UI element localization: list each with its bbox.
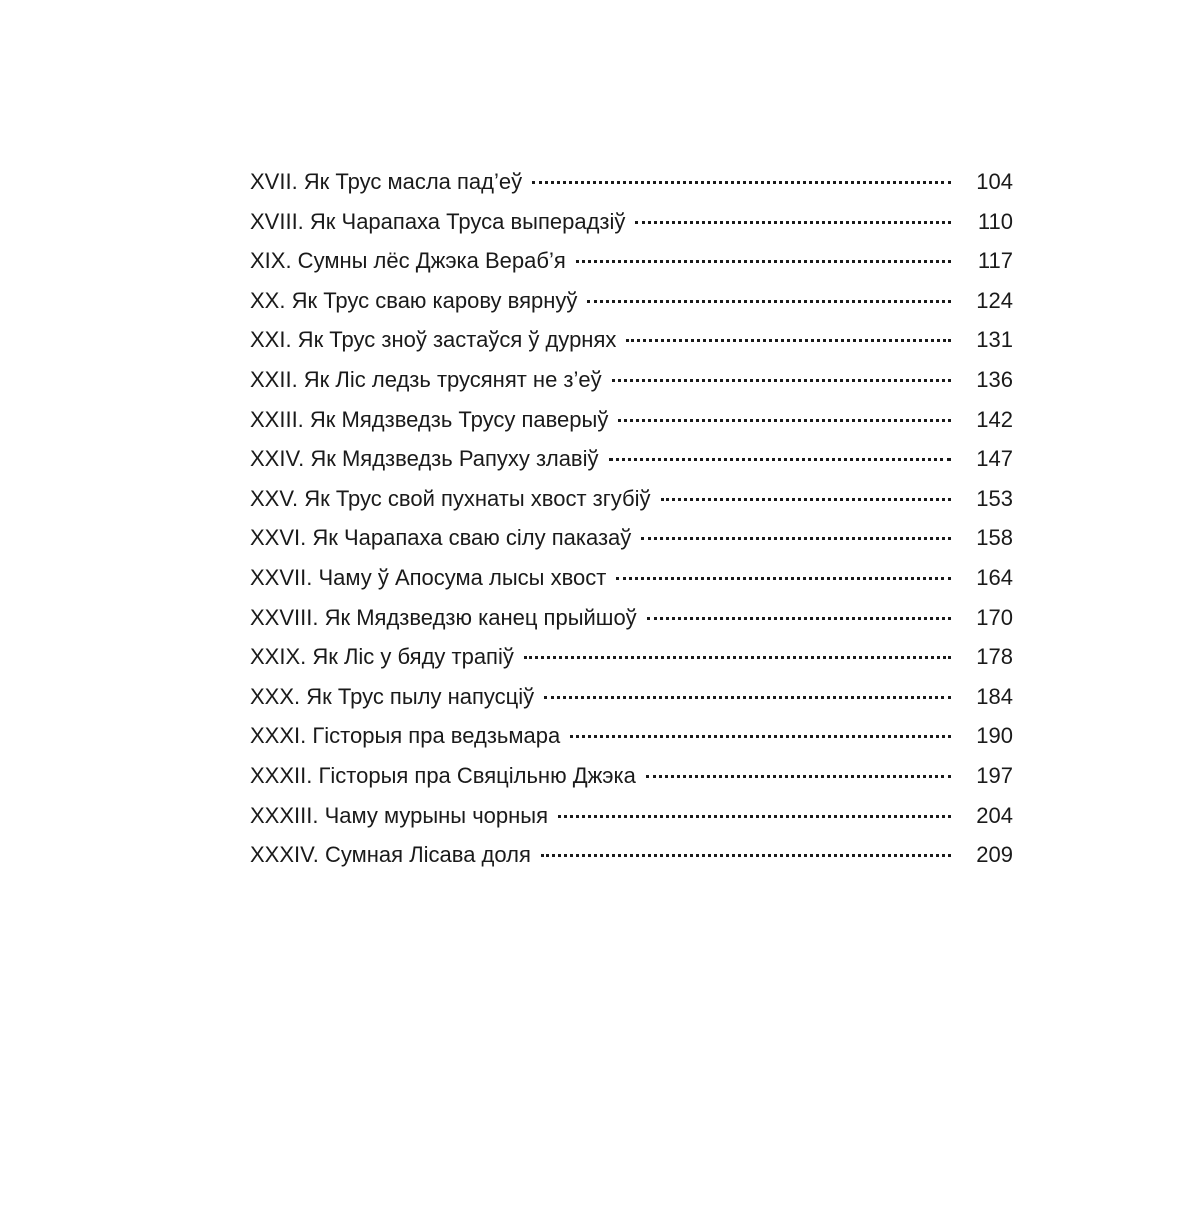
toc-entry [250,598,1013,638]
toc-entry [250,479,1013,519]
toc-entry [250,241,1013,281]
dot-leader [646,773,951,778]
dot-leader [570,733,951,738]
toc-entry-title: XX. Як Трус сваю карову вярнуў [250,281,581,321]
toc-entry-page: 147 [976,446,1013,472]
toc-entry-title: XXXII. Гісторыя пра Свяцільню Джэка [250,756,640,796]
toc-entry-title: XXXIV. Сумная Лісава доля [250,835,535,875]
dot-leader [618,417,951,422]
table-of-contents [250,162,1013,875]
toc-entry-title: XXI. Як Трус зноў застаўся ў дурнях [250,320,620,360]
dot-leader [541,852,951,857]
dot-leader [641,535,951,540]
toc-entry [250,320,1013,360]
toc-entry-title: XXIX. Як Ліс у бяду трапіў [250,637,518,677]
toc-entry-page: 117 [977,248,1013,274]
dot-leader [616,575,951,580]
toc-entry-title: XVIII. Як Чарапаха Труса выперадзіў [250,202,629,242]
toc-entry-title: XXV. Як Трус свой пухнаты хвост згубіў [250,479,655,519]
toc-entry-page: 204 [976,802,1013,828]
toc-entry-page: 184 [976,683,1013,709]
toc-entry-title: XVII. Як Трус масла пад’еў [250,162,526,202]
toc-entry [250,162,1013,202]
toc-entry-page: 170 [976,604,1013,630]
toc-entry-page: 131 [976,327,1013,353]
toc-entry [250,281,1013,321]
toc-entry [250,756,1013,796]
toc-entry [250,835,1013,875]
toc-entry-title: XXVII. Чаму ў Апосума лысы хвост [250,558,610,598]
toc-entry-title: XXII. Як Ліс ледзь трусянят не з’еў [250,360,606,400]
dot-leader [576,258,951,263]
dot-leader [635,219,951,224]
toc-entry-page: 178 [976,644,1013,670]
toc-entry [250,637,1013,677]
toc-entry-title: XXVIII. Як Мядзведзю канец прыйшоў [250,598,641,638]
toc-entry-page: 142 [976,406,1013,432]
toc-entry-page: 124 [976,287,1013,313]
dot-leader [612,377,951,382]
toc-entry [250,202,1013,242]
toc-entry [250,518,1013,558]
toc-entry-page: 158 [976,525,1013,551]
toc-entry-page: 136 [976,366,1013,392]
toc-entry-page: 197 [976,762,1013,788]
dot-leader [609,456,951,461]
toc-entry-page: 153 [976,485,1013,511]
toc-entry-page: 164 [976,564,1013,590]
toc-entry [250,677,1013,717]
toc-entry-title: XXXI. Гісторыя пра ведзьмара [250,716,564,756]
toc-entry [250,796,1013,836]
toc-entry [250,716,1013,756]
toc-entry-title: XXXIII. Чаму мурыны чорныя [250,796,552,836]
toc-entry [250,400,1013,440]
dot-leader [661,496,951,501]
dot-leader [558,813,951,818]
toc-entry-title: XXVI. Як Чарапаха сваю сілу паказаў [250,518,635,558]
toc-entry [250,360,1013,400]
dot-leader [647,615,951,620]
toc-entry-page: 104 [976,169,1013,194]
toc-entry-page: 110 [977,208,1013,234]
toc-entry-title: XXIII. Як Мядзведзь Трусу паверыў [250,400,612,440]
toc-entry-title: XXIV. Як Мядзведзь Рапуху злавіў [250,439,603,479]
toc-entry-title: XIX. Сумны лёс Джэка Вераб’я [250,241,570,281]
dot-leader [544,694,951,699]
dot-leader [524,654,951,659]
dot-leader [626,337,951,342]
toc-entry [250,558,1013,598]
dot-leader [587,298,951,303]
toc-entry-page: 209 [976,842,1013,868]
toc-entry [250,439,1013,479]
toc-entry-page: 190 [976,723,1013,749]
dot-leader [532,179,951,184]
toc-entry-title: XXX. Як Трус пылу напусціў [250,677,538,717]
